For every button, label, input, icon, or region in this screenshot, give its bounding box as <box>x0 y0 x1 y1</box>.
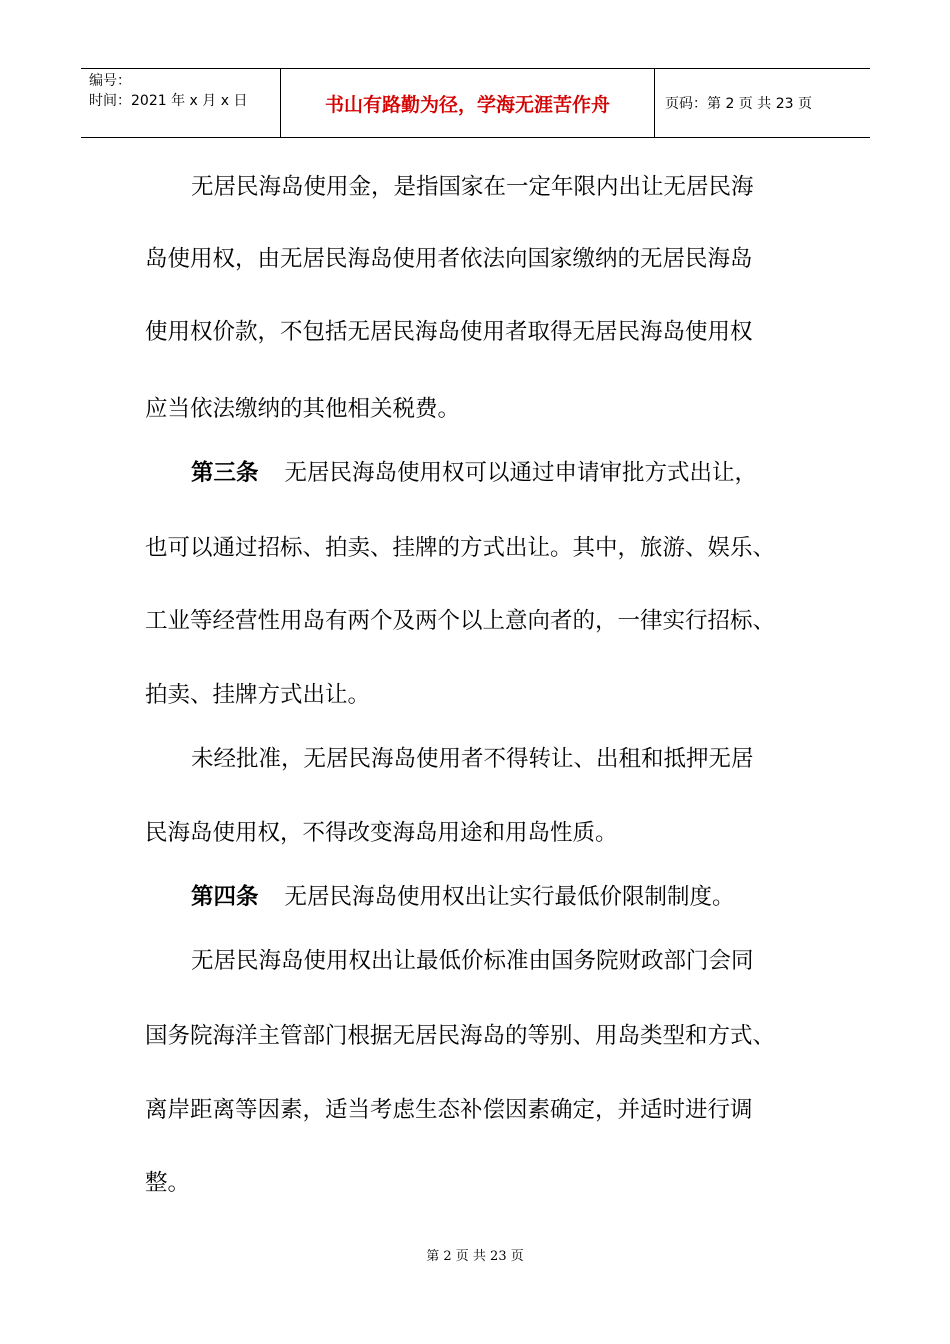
paragraph-line: 离岸距离等因素，适当考虑生态补偿因素确定，并适时进行调 <box>145 1097 753 1123</box>
paragraph-line: 无居民海岛使用金，是指国家在一定年限内出让无居民海 <box>191 174 754 200</box>
paragraph-line: 应当依法缴纳的其他相关税费。 <box>145 396 461 422</box>
article-4-heading: 第四条 <box>191 884 259 910</box>
document-time-label: 时间：2021 年 x 月 x 日 <box>89 93 248 109</box>
paragraph-line: 国务院海洋主管部门根据无居民海岛的等别、用岛类型和方式、 <box>145 1023 776 1049</box>
paragraph-line: 使用权价款，不包括无居民海岛使用者取得无居民海岛使用权 <box>145 319 753 345</box>
header-motto: 书山有路勤为径，学海无涯苦作舟 <box>281 69 655 137</box>
paragraph-line: 拍卖、挂牌方式出让。 <box>145 682 371 708</box>
paragraph-line: 整。 <box>145 1170 191 1196</box>
paragraph-line: 也可以通过招标、拍卖、挂牌的方式出让。其中，旅游、娱乐、 <box>145 535 776 561</box>
paragraph-line: 工业等经营性用岛有两个及两个以上意向者的，一律实行招标、 <box>145 608 776 634</box>
article-3-text: 无居民海岛使用权可以通过申请审批方式出让， <box>284 460 758 486</box>
document-number-label: 编号： <box>89 73 131 89</box>
page-header <box>81 68 870 138</box>
header-meta <box>81 69 281 137</box>
article-3-heading: 第三条 <box>191 460 259 486</box>
header-page-info: 页码：第 2 页 共 23 页 <box>665 96 812 112</box>
paragraph-line: 无居民海岛使用权出让最低价标准由国务院财政部门会同 <box>191 948 754 974</box>
page-footer: 第 2 页 共 23 页 <box>426 1249 524 1264</box>
paragraph-line: 民海岛使用权，不得改变海岛用途和用岛性质。 <box>145 820 618 846</box>
article-4-text: 无居民海岛使用权出让实行最低价限制制度。 <box>284 884 735 910</box>
article-4-line <box>191 882 735 912</box>
paragraph-line: 未经批准，无居民海岛使用者不得转让、出租和抵押无居 <box>191 746 754 772</box>
paragraph-line: 岛使用权，由无居民海岛使用者依法向国家缴纳的无居民海岛 <box>145 246 753 272</box>
article-3-first-line <box>191 458 757 488</box>
